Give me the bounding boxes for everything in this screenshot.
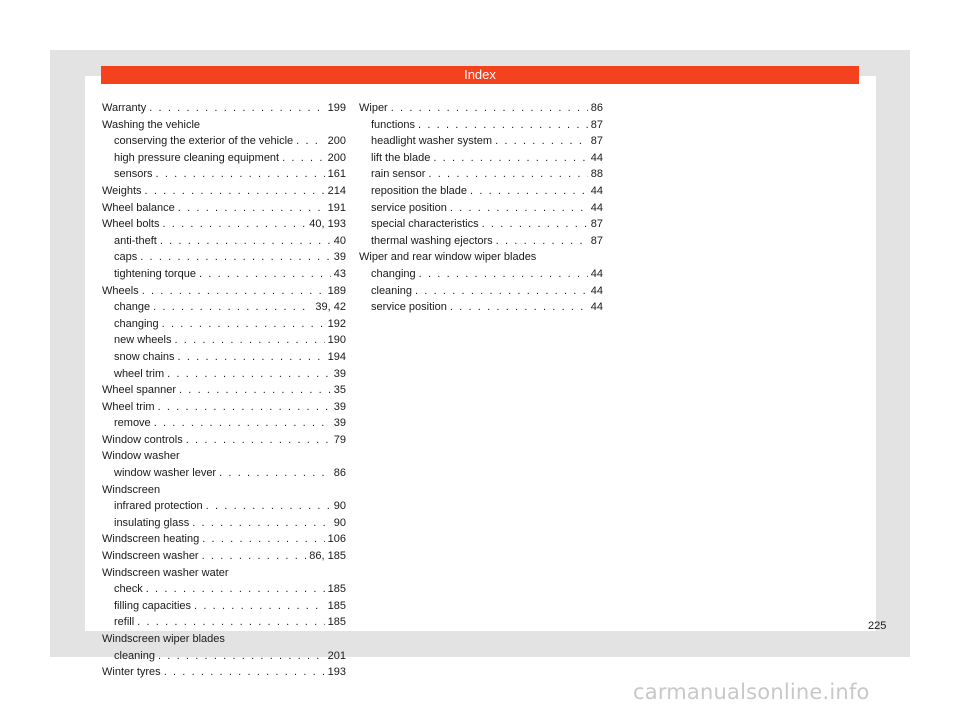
entry-page-number: 44 (590, 201, 603, 214)
entry-label: Wiper (359, 102, 388, 114)
entry-page-number: 87 (590, 234, 603, 247)
entry-page-number: 214 (327, 184, 346, 197)
index-subentry (359, 283, 603, 300)
entry-label: refill (114, 616, 135, 629)
dot-leader (495, 133, 588, 150)
entry-page-number: 185 (327, 616, 346, 629)
index-subentry (102, 133, 346, 150)
index-subentry (102, 332, 346, 349)
index-entry (102, 482, 346, 499)
dot-leader (450, 299, 588, 316)
entry-label: rain sensor (371, 168, 426, 181)
index-subentry (359, 216, 603, 233)
dot-leader (282, 150, 325, 167)
entry-label: functions (371, 118, 416, 131)
entry-page-number: 39 (333, 400, 346, 413)
index-subentry (359, 233, 603, 250)
entry-label: changing (371, 267, 416, 280)
entry-label: changing (114, 317, 159, 330)
index-subentry (102, 648, 346, 665)
entry-label: Windscreen heating (102, 533, 200, 546)
index-subentry (102, 614, 346, 631)
index-subentry (102, 150, 346, 167)
index-subentry (102, 515, 346, 532)
dot-leader (146, 581, 325, 598)
entry-label: Wheel trim (102, 400, 155, 413)
index-entry (102, 531, 346, 548)
entry-page-number: 79 (333, 433, 346, 446)
entry-page-number: 87 (590, 218, 603, 231)
entry-label: special characteristics (371, 218, 479, 231)
entry-label: Winter tyres (102, 666, 161, 679)
entry-label: high pressure cleaning equipment (114, 151, 280, 164)
entry-label: service position (371, 301, 447, 314)
entry-page-number: 185 (327, 583, 346, 596)
index-subentry (359, 133, 603, 150)
page-number: 225 (868, 620, 887, 632)
entry-label: change (114, 301, 151, 314)
entry-label: window washer lever (114, 467, 217, 480)
entry-label: insulating glass (114, 516, 190, 529)
dot-leader (162, 216, 306, 233)
entry-label: reposition the blade (371, 184, 468, 197)
dot-leader (219, 465, 331, 482)
index-subentry (359, 183, 603, 200)
index-entry (102, 565, 346, 582)
index-subentry (102, 581, 346, 598)
index-entry (102, 399, 346, 416)
dot-leader (202, 531, 324, 548)
entry-page-number: 86 (333, 467, 346, 480)
index-entry (102, 283, 346, 300)
index-subentry (102, 465, 346, 482)
index-entry (102, 448, 346, 465)
entry-page-number: 106 (327, 533, 346, 546)
entry-page-number: 189 (327, 284, 346, 297)
entry-page-number: 201 (327, 649, 346, 662)
entry-page-number: 86, 185 (309, 550, 346, 563)
index-subentry (359, 117, 603, 134)
entry-page-number: 44 (590, 284, 603, 297)
entry-label: Wheel spanner (102, 384, 176, 397)
index-subentry (102, 233, 346, 250)
dot-leader (192, 515, 331, 532)
dot-leader (154, 415, 331, 432)
dot-leader (149, 100, 324, 117)
entry-label: Windscreen washer (102, 550, 199, 563)
entry-label: Washing the vehicle (102, 118, 201, 131)
entry-page-number: 193 (327, 666, 346, 679)
entry-label: Wiper and rear window wiper blades (359, 251, 537, 264)
index-subentry (102, 349, 346, 366)
entry-label: anti-theft (114, 234, 157, 247)
entry-label: lift the blade (371, 151, 431, 164)
index-entry (102, 200, 346, 217)
index-entry (102, 117, 346, 134)
dot-leader (428, 166, 587, 183)
entry-label: new wheels (114, 334, 172, 347)
index-subentry (102, 498, 346, 515)
index-entry (102, 183, 346, 200)
index-column-left (102, 100, 346, 681)
index-entry (102, 100, 346, 117)
entry-label: thermal washing ejectors (371, 234, 493, 247)
entry-label: Weights (102, 184, 142, 197)
entry-page-number: 90 (333, 500, 346, 513)
entry-label: cleaning (371, 284, 412, 297)
dot-leader (496, 233, 588, 250)
index-subentry (102, 299, 346, 316)
index-subentry (102, 598, 346, 615)
index-subentry (359, 299, 603, 316)
entry-label: remove (114, 417, 151, 430)
entry-page-number: 39 (333, 367, 346, 380)
dot-leader (450, 200, 588, 217)
dot-leader (160, 233, 331, 250)
entry-label: Window controls (102, 433, 183, 446)
index-entry (102, 432, 346, 449)
dot-leader (174, 332, 324, 349)
index-subentry (102, 415, 346, 432)
index-column-right (359, 100, 603, 316)
index-subentry (359, 166, 603, 183)
dot-leader (206, 498, 331, 515)
entry-page-number: 39 (333, 251, 346, 264)
dot-leader (178, 200, 325, 217)
dot-leader (164, 664, 325, 681)
entry-label: check (114, 583, 143, 596)
index-subentry (102, 249, 346, 266)
entry-label: tightening torque (114, 267, 196, 280)
entry-label: wheel trim (114, 367, 165, 380)
dot-leader (137, 614, 324, 631)
dot-leader (153, 299, 312, 316)
entry-page-number: 44 (590, 151, 603, 164)
dot-leader (162, 316, 325, 333)
index-subentry (359, 200, 603, 217)
entry-page-number: 192 (327, 317, 346, 330)
dot-leader (158, 399, 331, 416)
entry-label: filling capacities (114, 599, 192, 612)
index-entry (359, 249, 603, 266)
entry-label: snow chains (114, 350, 175, 363)
dot-leader (391, 100, 588, 117)
dot-leader (199, 266, 331, 283)
dot-leader (145, 183, 325, 200)
entry-label: caps (114, 251, 138, 264)
entry-label: Windscreen (102, 483, 161, 496)
dot-leader (158, 648, 325, 665)
entry-label: Warranty (102, 102, 147, 114)
entry-label: cleaning (114, 649, 155, 662)
index-entry (102, 216, 346, 233)
entry-page-number: 200 (327, 151, 346, 164)
entry-page-number: 44 (590, 267, 603, 280)
dot-leader (418, 117, 588, 134)
entry-page-number: 199 (327, 102, 346, 114)
dot-leader (482, 216, 588, 233)
entry-label: service position (371, 201, 447, 214)
entry-page-number: 161 (327, 168, 346, 181)
dot-leader (470, 183, 588, 200)
entry-page-number: 191 (327, 201, 346, 214)
dot-leader (156, 166, 325, 183)
dot-leader (415, 283, 588, 300)
dot-leader (186, 432, 331, 449)
dot-leader (419, 266, 588, 283)
index-subentry (359, 150, 603, 167)
dot-leader (296, 133, 324, 150)
entry-page-number: 88 (590, 168, 603, 181)
entry-page-number: 185 (327, 599, 346, 612)
entry-page-number: 44 (590, 184, 603, 197)
entry-page-number: 39, 42 (315, 301, 346, 314)
index-header: Index (101, 66, 859, 84)
dot-leader (194, 598, 325, 615)
index-subentry (102, 366, 346, 383)
index-entry (102, 631, 346, 648)
watermark: carmanualsonline.info (633, 680, 870, 704)
entry-page-number: 194 (327, 350, 346, 363)
index-entry (102, 664, 346, 681)
entry-label: sensors (114, 168, 153, 181)
entry-page-number: 90 (333, 516, 346, 529)
dot-leader (433, 150, 587, 167)
entry-page-number: 200 (327, 135, 346, 148)
index-entry (102, 548, 346, 565)
entry-page-number: 44 (590, 301, 603, 314)
entry-label: headlight washer system (371, 135, 493, 148)
index-subentry (102, 266, 346, 283)
entry-label: infrared protection (114, 500, 203, 513)
entry-label: Wheel bolts (102, 218, 160, 231)
index-entry (102, 382, 346, 399)
dot-leader (167, 366, 331, 383)
dot-leader (179, 382, 331, 399)
dot-leader (140, 249, 331, 266)
entry-label: Windscreen wiper blades (102, 633, 225, 645)
entry-page-number: 87 (590, 118, 603, 131)
entry-page-number: 35 (333, 384, 346, 397)
dot-leader (178, 349, 325, 366)
entry-page-number: 86 (590, 102, 603, 114)
entry-page-number: 87 (590, 135, 603, 148)
entry-label: Wheels (102, 284, 139, 297)
dot-leader (202, 548, 307, 565)
index-subentry (102, 166, 346, 183)
entry-page-number: 39 (333, 417, 346, 430)
entry-page-number: 40, 193 (309, 218, 346, 231)
dot-leader (142, 283, 325, 300)
entry-page-number: 40 (333, 234, 346, 247)
entry-page-number: 190 (327, 334, 346, 347)
entry-label: Wheel balance (102, 201, 175, 214)
index-subentry (359, 266, 603, 283)
index-subentry (102, 316, 346, 333)
entry-label: Windscreen washer water (102, 566, 229, 579)
entry-page-number: 43 (333, 267, 346, 280)
index-entry (359, 100, 603, 117)
entry-label: conserving the exterior of the vehicle (114, 135, 294, 148)
entry-label: Window washer (102, 450, 180, 463)
